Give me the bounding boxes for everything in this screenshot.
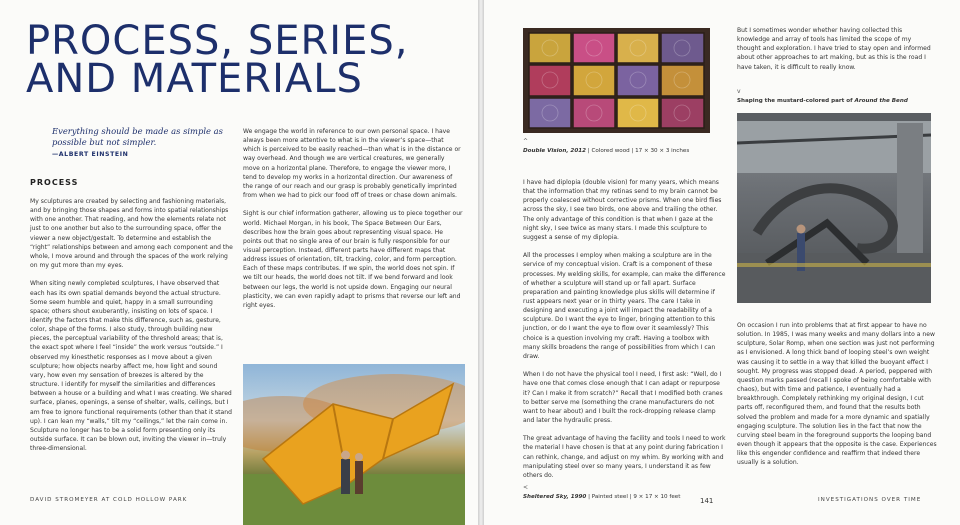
workshop-photo [737,113,931,303]
paragraph: We engage the world in reference to our own personal space. I have always been more attentive to what is in the viewer’s space—that which is perceived to be easily reached—than what is in the distance or way overhead. And though we are vertical creatures, we generally move on a horizontal plane. Therefore, to engage the viewer more, I tend to develop my works in a horizontal direction. Our awareness of the range of our reach and our grasp is probably genetically imprinted from when we had to pick our food off of trees or chase down animals. [243,128,461,200]
caption-marker-down: v [737,88,741,95]
caption-title: Around the Bend [854,98,908,104]
body-column-1 [30,197,233,463]
caption-marker-left: < [523,484,529,491]
double-vision-photo [523,28,710,133]
body-column-2 [243,127,463,319]
body-column-4 [737,26,933,81]
paragraph: I have had diplopia (double vision) for many years, which means that the information that my retinas send to my brain cannot be properly coalesced without corrective prisms. When one bird flies across the sky, I see two birds, one above and trailing the other. The only advantage of this condition is that when I gaze at the night sky, I see twice as many stars. I made this sculpture to suggest a sense of my diplopia. [523,179,722,241]
section-heading: PROCESS [30,178,79,187]
caption-title: Sheltered Sky, 1990 [523,494,587,500]
double-vision-illustration [523,28,710,133]
body-column-5 [737,321,937,477]
caption-details: | Painted steel | 9 × 17 × 10 feet [586,494,681,500]
epigraph-author: —ALBERT EINSTEIN [52,151,129,158]
workshop-illustration [737,113,931,303]
paragraph: When siting newly completed sculptures, I have observed that each has its own spatial demands beyond the actual structure. Some seem humble and quiet, happy in a small surrounding space; others shout exuberantly, insisting on lots of space. I identify the factors that make this difference, such as, gesture, color, shape of the forms. I also study, through building new pieces, the perceptual variability of the threshold areas; that is, the exact spot where I feel “inside” the work versus “outside.” I observed my kinesthetic responses as I move about a given sculpture; how objects nearby affect me, how light and sound vary, how even my sensation of breezes is altered by the structure. I identify for myself the similarities and differences between a house or a building and what I was creating. We shared surface, planes, openings, a sense of shelter, walls, ceilings, but I am free to ignore functional requirements (other than that it stand up). I can lean my “walls,” tilt my “ceilings,” let the rain come in. Sculpture no longer has to be a solid form presenting only its outside surface. It can be blown out, inviting the viewer in—truly three-dimensional. [30,280,232,453]
chapter-title-line-2: AND MATERIALS [26,56,363,102]
paragraph: My sculptures are created by selecting and fashioning materials, and by bringing those shapes and forms into spatial relationships with one another. That reading, and how the elements relate not just to one another but also to the surrounding space, offer the viewer a new object/gestalt. To determine and establish the “right” relationships between and among each component and the whole, I move around and through the spaces of the work relying on my gut more than my eyes. [30,198,233,270]
paragraph: The great advantage of having the facility and tools I need to work the material I have chosen is that at any point during fabrication I can rethink, change, and adjust on my whim. By working with and manipulating steel over so many years, I understand it as few others do. [523,435,726,479]
sheltered-sky-photo [243,364,465,525]
paragraph: But I sometimes wonder whether having collected this knowledge and array of tools has limited the scope of my thought and exploration. I have tried to stay open and informed about other approaches to art making, but as this is the road I have taken, it is difficult to really know. [737,27,931,71]
workshop-caption [737,98,908,104]
page-number: 141 [700,497,714,505]
caption-text: Shaping the mustard-colored part of [737,98,855,104]
paragraph: When I do not have the physical tool I need, I first ask: “Well, do I have one that comes close enough that I can adapt or repurpose it? Can I make it from scratch?” Recall that I modified both cranes to better serve me (something the crane manufacturers do not want to hear about) and I built the rock-dropping release clamp and later the hydraulic press. [523,371,723,425]
sheltered-sky-caption [523,494,680,500]
chapter-title-line-1: PROCESS, SERIES, [26,18,409,64]
double-vision-caption [523,148,689,154]
left-running-footer: DAVID STROMEYER AT COLD HOLLOW PARK [30,497,188,503]
body-column-3 [523,178,728,489]
caption-marker-up: ^ [523,138,529,145]
caption-details: | Colored wood | 17 × 30 × 3 inches [586,148,690,154]
caption-title: Double Vision, 2012 [523,148,586,154]
page-gutter [478,0,484,525]
paragraph: On occasion I run into problems that at first appear to have no solution. In 1985, I was many weeks and many dollars into a new sculpture, Solar Romp, when one section was just not performing as I envisioned. A long thick band of looping steel’s own weight was causing it to settle in a way that killed the buoyant effect I sought. My progress was stopped dead. A period, peppered with question marks passed (recall I spoke of being comfortable with chaos), but with time and patience, I eventually had a breakthrough. Completely rethinking my original design, I cut parts off, reconfigured them, and found that the results both solved the problem and made for a more dynamic and spatially engaging sculpture. The solution lies in the fact that now the curving steel beam in the foreground supports the looping band even though it appears that the opposite is the case. Experiences like this engender confidence and reaffirm that indeed there usually is a solution. [737,322,937,467]
paragraph: Sight is our chief information gatherer, allowing us to piece together our world. Michael Morgan, in his book, The Space Between Our Ears, describes how the brain goes about representing visual space. He points out that no single area of our brain is fully responsible for our visual perception. Instead, different parts have different maps that address issues of orientation, tilt, tracking, color, and form perception. Each of these maps contributes. If we spin, the world does not spin. If we tilt our heads, the world does not tilt. If we bend forward and look between our legs, the world is not upside down. Engaging our neural plasticity, we can even rapidly adapt to prisms that reverse our left and right eyes. [243,210,463,309]
sculpture-illustration [243,364,465,525]
epigraph-quote: Everything should be made as simple as possible but not simpler. [52,126,223,147]
chapter-title [26,18,409,102]
paragraph: All the processes I employ when making a sculpture are in the service of my conceptual vision. Craft is a component of these processes. My welding skills, for example, can make the difference of whether a sculpture will stand up or fall apart. Surface preparation and painting knowledge plus skills will determine if rust appears next year or in thirty years. The care I take in designing and executing a joint will impact the readability of a sculpture. Do I want the eye to linger, bringing attention to this junction, or do I want the eye to flow over it seamlessly? This choice is a question involving my craft. Having a toolbox with many skills broadens the range of possibilities from which I can draw. [523,252,726,360]
right-running-footer: INVESTIGATIONS OVER TIME [818,497,922,503]
